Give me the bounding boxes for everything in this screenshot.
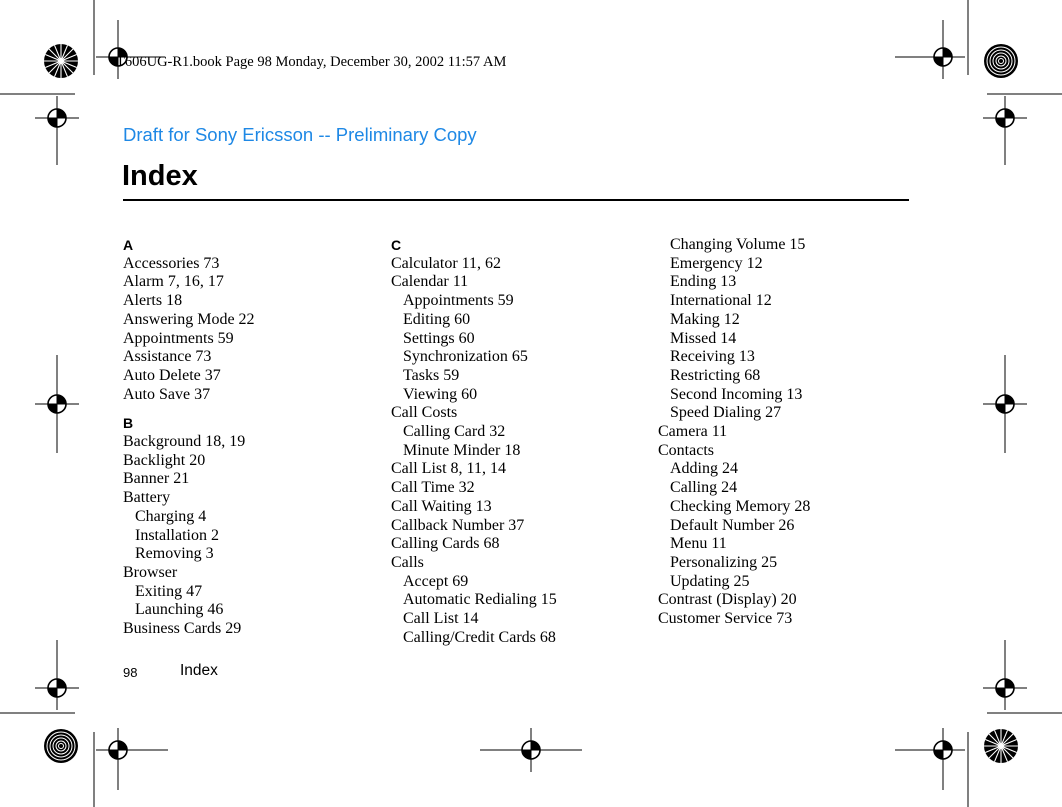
index-entry: Contacts	[658, 441, 714, 459]
index-entry: Calls	[391, 553, 424, 571]
index-subentry: Settings 60	[403, 329, 475, 347]
index-entry: Backlight 20	[123, 451, 206, 469]
index-section-letter: B	[123, 415, 134, 432]
index-subentry: Minute Minder 18	[403, 441, 521, 459]
index-column-2	[391, 236, 557, 647]
index-subentry: Exiting 47	[135, 582, 203, 600]
index-entry: Accessories 73	[123, 254, 220, 272]
index-entry: Assistance 73	[123, 348, 212, 366]
index-subentry: Editing 60	[403, 310, 471, 328]
index-subentry: Charging 4	[135, 507, 207, 525]
index-subentry: Checking Memory 28	[670, 497, 811, 515]
index-entry: Calendar 11	[391, 273, 469, 291]
index-subentry: Receiving 13	[670, 348, 755, 366]
index-entry: Calling Cards 68	[391, 535, 500, 553]
footer-section-title: Index	[180, 662, 218, 679]
index-subentry: Updating 25	[670, 572, 750, 590]
index-subentry: Installation 2	[135, 526, 219, 544]
index-entry: Call Costs	[391, 404, 458, 422]
index-subentry: Accept 69	[403, 572, 469, 590]
index-column-3	[658, 236, 810, 629]
page-title: Index	[122, 160, 198, 192]
index-entry: Call Time 32	[391, 479, 475, 497]
index-subentry: Ending 13	[670, 273, 737, 291]
index-entry: Background 18, 19	[123, 433, 246, 451]
index-subentry: Calling Card 32	[403, 423, 506, 441]
index-subentry: Viewing 60	[403, 385, 478, 403]
index-subentry: Menu 11	[670, 535, 727, 553]
index-subentry: Appointments 59	[403, 292, 514, 310]
index-entry: Business Cards 29	[123, 620, 242, 638]
index-subentry: Calling 24	[670, 479, 738, 497]
index-subentry: Tasks 59	[403, 366, 460, 384]
index-subentry: Missed 14	[670, 329, 737, 347]
index-subentry: Restricting 68	[670, 366, 761, 384]
page-number: 98	[123, 665, 138, 680]
index-subentry: Emergency 12	[670, 254, 763, 272]
index-subentry: Default Number 26	[670, 516, 795, 534]
index-subentry: Call List 14	[403, 610, 479, 628]
index-entry: Alarm 7, 16, 17	[123, 273, 224, 291]
index-column-1	[123, 236, 255, 639]
index-subentry: Making 12	[670, 310, 740, 328]
index-subentry: Launching 46	[135, 601, 224, 619]
index-entry: Customer Service 73	[658, 610, 793, 628]
index-entry: Call Waiting 13	[391, 497, 492, 515]
index-subentry: Personalizing 25	[670, 553, 778, 571]
index-entry: Auto Save 37	[123, 385, 211, 403]
index-subentry: Automatic Redialing 15	[403, 591, 557, 609]
index-subentry: Changing Volume 15	[670, 236, 806, 253]
index-subentry: Adding 24	[670, 460, 738, 478]
index-entry: Banner 21	[123, 470, 190, 488]
index-entry: Contrast (Display) 20	[658, 591, 797, 609]
index-entry: Callback Number 37	[391, 516, 525, 534]
book-info-header: T606UG-R1.book Page 98 Monday, December 30, 2002 11:57 AM	[116, 54, 507, 70]
index-section-letter: C	[391, 237, 402, 253]
index-subentry: Calling/Credit Cards 68	[403, 628, 556, 646]
index-entry: Calculator 11, 62	[391, 254, 502, 272]
index-entry: Browser	[123, 563, 178, 581]
draft-notice: Draft for Sony Ericsson -- Preliminary Copy	[123, 124, 477, 145]
index-entry: Battery	[123, 489, 171, 507]
index-subentry: Removing 3	[135, 545, 214, 563]
index-entry: Answering Mode 22	[123, 310, 255, 328]
index-entry: Auto Delete 37	[123, 366, 221, 384]
title-rule	[123, 199, 909, 201]
index-subentry: Second Incoming 13	[670, 385, 803, 403]
index-entry: Call List 8, 11, 14	[391, 460, 506, 478]
index-subentry: Synchronization 65	[403, 348, 528, 366]
index-subentry: International 12	[670, 292, 772, 310]
index-entry: Alerts 18	[123, 292, 183, 310]
index-subentry: Speed Dialing 27	[670, 404, 782, 422]
index-entry: Appointments 59	[123, 329, 234, 347]
index-section-letter: A	[123, 237, 134, 253]
index-entry: Camera 11	[658, 423, 728, 441]
